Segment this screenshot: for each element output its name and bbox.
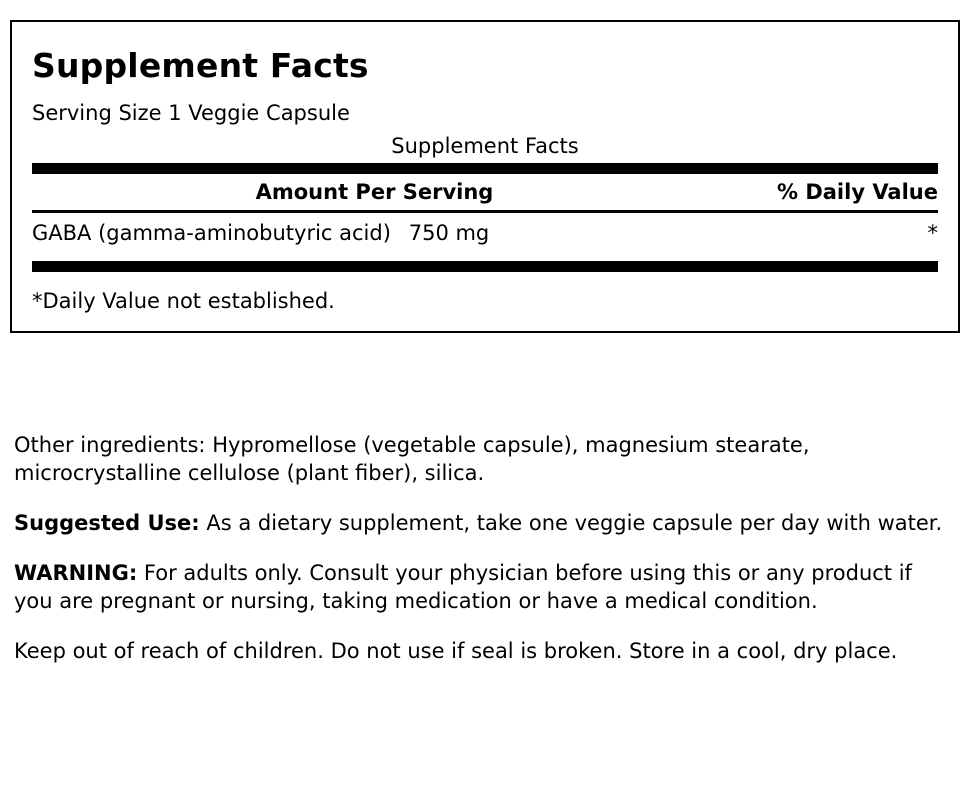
other-ingredients-text: Hypromellose (vegetable capsule), magnesium stearate, microcrystalline cellulose (plant fiber), silica. <box>14 433 810 485</box>
warning-paragraph <box>14 560 944 616</box>
label-body-copy <box>14 432 944 666</box>
warning-label: WARNING: <box>14 560 138 585</box>
daily-value-footnote: *Daily Value not established. <box>32 288 335 313</box>
suggested-use-paragraph <box>14 510 944 538</box>
divider-thick-bottom <box>32 261 938 272</box>
other-ingredients-paragraph <box>14 432 944 488</box>
suggested-use-label: Suggested Use: <box>14 510 200 535</box>
table-header-row <box>32 174 938 210</box>
supplement-facts-subtitle: Supplement Facts <box>391 133 579 158</box>
table-row <box>32 213 938 257</box>
other-ingredients-label: Other ingredients: <box>14 433 206 457</box>
warning-text: For adults only. Consult your physician before using this or any product if you are pregnant or nursing, taking medication or have a medical condition. <box>14 560 912 613</box>
nutrient-daily-value: * <box>927 220 938 245</box>
storage-paragraph: Keep out of reach of children. Do not use if seal is broken. Store in a cool, dry place. <box>14 638 898 663</box>
nutrient-amount: 750 mg <box>408 220 490 245</box>
supplement-facts-title: Supplement Facts <box>32 46 369 85</box>
suggested-use-text: As a dietary supplement, take one veggie capsule per day with water. <box>199 510 943 535</box>
serving-size-text: Serving Size 1 Veggie Capsule <box>32 101 350 126</box>
divider-thick-top <box>32 163 938 174</box>
column-header-daily-value: % Daily Value <box>776 179 938 204</box>
column-header-amount-per-serving: Amount Per Serving <box>255 179 494 204</box>
supplement-facts-panel <box>10 20 960 333</box>
nutrient-name: GABA (gamma-aminobutyric acid) <box>32 220 391 245</box>
